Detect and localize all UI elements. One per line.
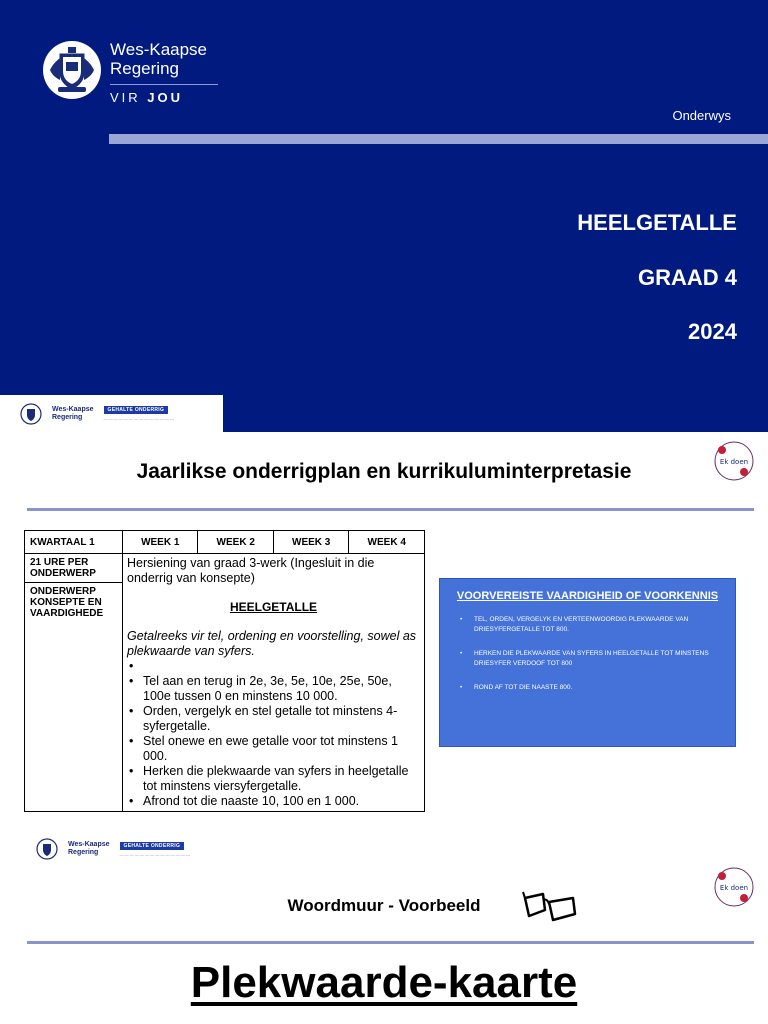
logo-strip-name bbox=[52, 406, 94, 422]
org-name-line2: Regering bbox=[110, 59, 179, 78]
logo-strip-name-line2: Regering bbox=[68, 849, 99, 856]
table-row bbox=[25, 554, 425, 583]
prerequisite-title: VOORVEREISTE VAARDIGHEID OF VOORKENNIS bbox=[456, 590, 719, 602]
table-header-week1: WEEK 1 bbox=[123, 531, 198, 554]
prerequisite-list bbox=[454, 615, 721, 693]
cover-title-grade: GRAAD 4 bbox=[637, 265, 737, 290]
table-header-week2: WEEK 2 bbox=[198, 531, 273, 554]
list-item: • Afrond tot die naaste 10, 100 en 1 000. bbox=[127, 794, 420, 809]
3d-glasses-icon bbox=[521, 888, 579, 924]
table-header-week3: WEEK 3 bbox=[273, 531, 348, 554]
revision-text: Hersiening van graad 3-werk (Ingesluit in die onderrig van konsepte) bbox=[127, 556, 375, 585]
skills-list bbox=[127, 659, 420, 809]
topic-description: Getalreeks vir tel, ordening en voorstelling, sowel as plekwaarde van syfers. bbox=[127, 629, 417, 658]
coat-of-arms-icon bbox=[20, 403, 42, 425]
prerequisite-box bbox=[439, 578, 736, 747]
accent-bar bbox=[109, 134, 768, 144]
place-value-cards-title: Plekwaarde-kaarte bbox=[190, 958, 578, 1007]
cover-title-subject: HEELGETALLE bbox=[577, 210, 737, 235]
row-label-hours: 21 URE PER ONDERWERP bbox=[25, 554, 123, 583]
logo-strip-name-line2: Regering bbox=[52, 413, 83, 421]
logo-strip-name bbox=[68, 841, 110, 857]
coat-of-arms-icon bbox=[36, 838, 58, 860]
quality-badge-wrap bbox=[104, 406, 174, 421]
section-divider-1 bbox=[27, 508, 754, 511]
list-item: • Orden, vergelyk en stel getalle tot minstens 4-syfergetalle. bbox=[127, 704, 420, 734]
list-item: • HERKEN DIE PLEKWAARDE VAN SYFERS IN HEELGETALLE TOT MINSTENS DRIESYFER VERDOOF TOT 800 bbox=[454, 649, 721, 669]
cover-title-year: 2024 bbox=[688, 319, 737, 344]
table-header-week4: WEEK 4 bbox=[349, 531, 425, 554]
tagline-bold: JOU bbox=[147, 90, 184, 105]
org-name bbox=[110, 40, 218, 105]
sticker-text: Ek doen bbox=[719, 884, 749, 892]
list-item bbox=[127, 659, 420, 674]
quality-badge: GEHALTE ONDERRIG bbox=[120, 842, 185, 850]
badge-subtext-line: — — — — — — — — — — — — — — bbox=[119, 851, 190, 857]
plan-content-cell bbox=[123, 554, 425, 812]
logo-strip-name-line1: Wes-Kaapse bbox=[52, 405, 94, 413]
org-divider bbox=[110, 84, 218, 85]
topic-title: HEELGETALLE bbox=[229, 600, 318, 614]
list-item: • Herken die plekwaarde van syfers in heelgetalle tot minstens viersyfergetalle. bbox=[127, 764, 420, 794]
list-item: • Tel aan en terug in 2e, 3e, 5e, 10e, 25e, 50e, 100e tussen 0 en minstens 10 000. bbox=[127, 674, 420, 704]
table-header-quarter: KWARTAAL 1 bbox=[25, 531, 123, 554]
org-tagline bbox=[110, 90, 218, 105]
teaching-plan-table bbox=[24, 530, 425, 812]
cover-slide bbox=[0, 0, 768, 432]
row-label-concepts: ONDERWERP KONSEPTE EN VAARDIGHEDE bbox=[25, 583, 123, 812]
ek-doen-sticker-icon bbox=[713, 440, 755, 482]
department-label: Onderwys bbox=[672, 108, 731, 123]
list-item: • Stel onewe en ewe getalle voor tot minstens 1 000. bbox=[127, 734, 420, 764]
org-name-line1: Wes-Kaapse bbox=[110, 40, 208, 59]
plan-heading: Jaarlikse onderrigplan en kurrikuluminterpretasie bbox=[136, 460, 632, 483]
list-item: • ROND AF TOT DIE NAASTE 800. bbox=[454, 683, 721, 693]
table-header-row bbox=[25, 531, 425, 554]
section-divider-2 bbox=[27, 941, 754, 944]
word-wall-heading: Woordmuur - Voorbeeld bbox=[287, 896, 481, 915]
logo-strip-cover bbox=[0, 395, 223, 432]
coat-of-arms-icon bbox=[42, 40, 102, 100]
badge-subtext-line: — — — — — — — — — — — — — — bbox=[103, 416, 174, 421]
tagline-normal: VIR bbox=[110, 90, 141, 105]
quality-badge-wrap bbox=[120, 842, 190, 857]
sticker-text: Ek doen bbox=[719, 458, 749, 466]
quality-badge: GEHALTE ONDERRIG bbox=[104, 406, 169, 414]
list-item: • TEL, ORDEN, VERGELYK EN VERTEENWOORDIG PLEKWAARDE VAN DRIESYFERGETALLE TOT 800. bbox=[454, 615, 721, 635]
logo-strip-slide3 bbox=[36, 835, 190, 863]
logo-strip-name-line1: Wes-Kaapse bbox=[68, 841, 110, 848]
